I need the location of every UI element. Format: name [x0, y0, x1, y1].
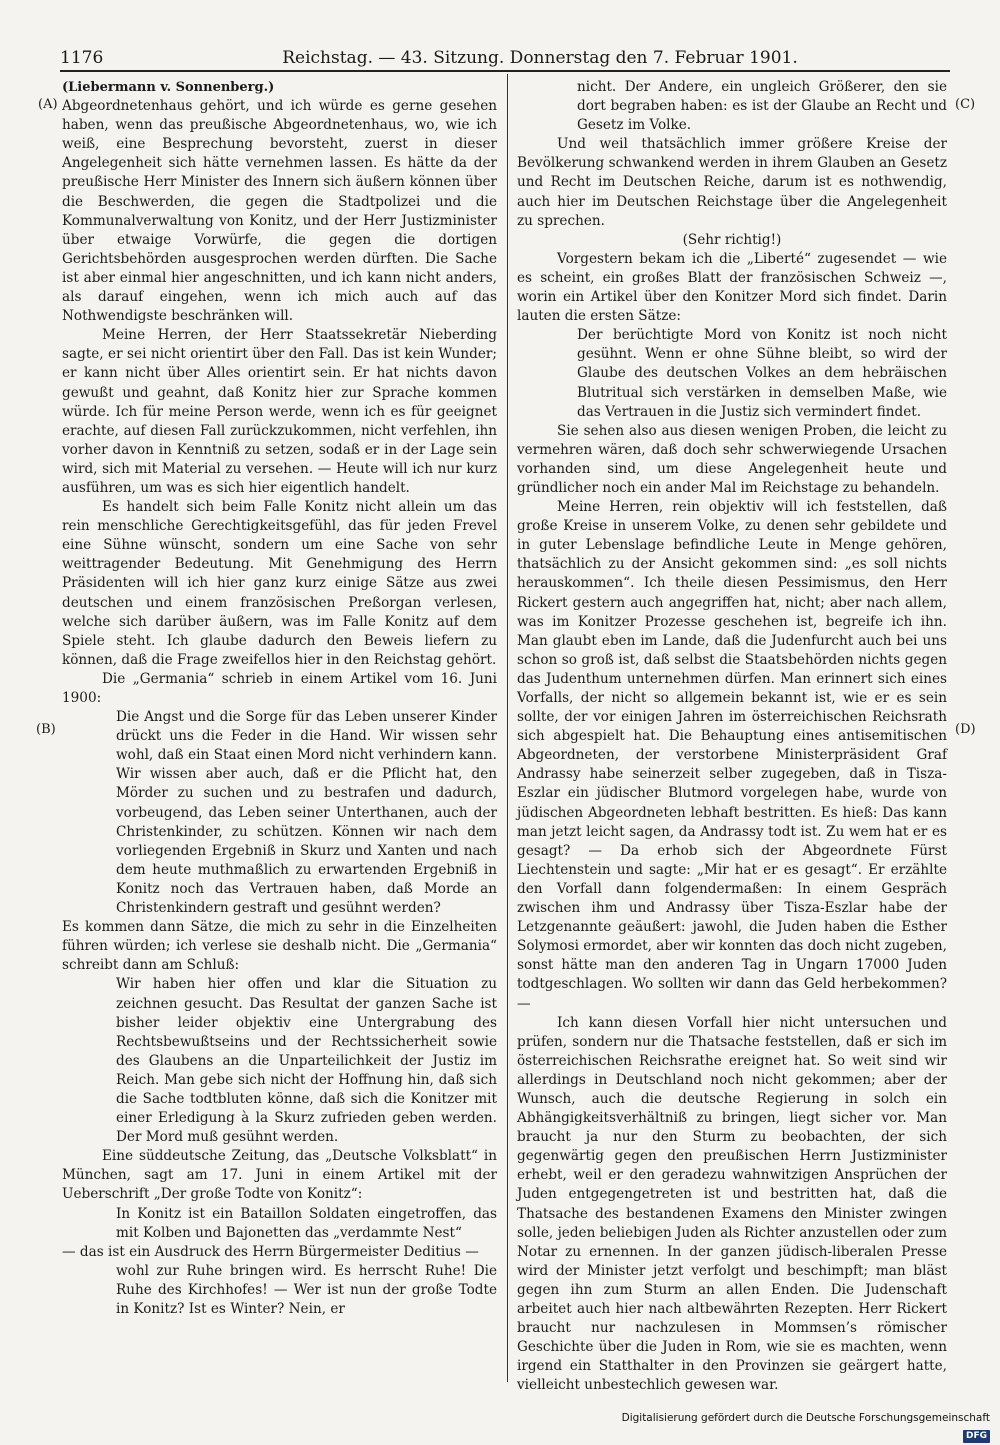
interjection: (Sehr richtig!)	[682, 231, 782, 248]
header-rule	[60, 70, 950, 72]
paragraph: Meine Herren, rein objektiv will ich feststellen, daß große Kreise in unserem Volke, zu denen sehr gebildete und in guter Lebenslage befindliche Leute in Menge gehören, thatsächlich zu der Ansicht gekommen sind: „es soll nichts herauskommen“. Ich theile diesen Pessimismus, den Herr Rickert gestern auch angegriffen hat, nicht; aber nach allem, was im Konitzer Prozesse geschehen ist, begreife ich ihn. Man glaubt eben im Lande, daß die Judenfurcht auch bei uns schon so groß ist, daß selbst die Staatsbehörden nichts gegen das Judenthum unternehmen dürfen. Man erinnert sich eines Vorfalls, der nicht so allgemein bekannt ist, wie er es sein sollte, der vor einigen Jahren im österreichischen Reichsrath sich abgespielt hat. Die Behauptung eines antisemitischen Abgeordneten, der verstorbene Ministerpräsident Graf Andrassy habe seinerzeit selber zugegeben, daß in Tisza-Eszlar ein jüdischer Blutmord vorgelegen habe, wurde von jüdischen Abgeordneten lebhaft bestritten. Es hieß: Das kann man jetzt leicht sagen, da Andrassy todt ist. Zu wem hat er es gesagt? — Da erhob sich der Abgeordnete Fürst Liechtenstein und sagte: „Mir hat er es gesagt“. Er erzählte den Vorfall dann folgendermaßen: In einem Gespräch zwischen ihm und Andrassy über Tisza-Eszlar habe der Letzgenannte geäußert: jawohl, die Juden haben die Esther Solymosi ermordet, aber wir konnten das doch nicht zugeben, sonst hätte man den anderen Tag in Ungarn 17000 Juden todtgeschlagen. Wo sollten wir dann das Geld herbekommen? —	[517, 499, 947, 1012]
quotation: wohl zur Ruhe bringen wird. Es herrscht Ruhe! Die Ruhe des Kirchhofes! — Wer ist nun der große Todte in Konitz? Ist es Winter? Nein, er	[116, 1262, 497, 1317]
credit-text: Digitalisierung gefördert durch die Deutsche Forschungsgemeinschaft	[621, 1412, 990, 1424]
quotation: Der berüchtigte Mord von Konitz ist noch nicht gesühnt. Wenn er ohne Sühne bleibt, so wird der Glaube des deutschen Volkes an dem hebräischen Blutritual sich verstärken in demselben Maße, wie das Vertrauen in die Justiz sich vermindert findet.	[577, 327, 947, 420]
speaker-name: (Liebermann v. Sonnenberg.)	[62, 80, 275, 95]
left-column	[62, 78, 497, 1319]
margin-mark-c: (C)	[955, 97, 976, 112]
running-title: Reichstag. — 43. Sitzung. Donnerstag den 7. Februar 1901.	[282, 48, 798, 68]
column-divider	[507, 74, 508, 1382]
paragraph: Die „Germania“ schrieb in einem Artikel vom 16. Juni 1900:	[62, 670, 497, 706]
quotation: nicht. Der Andere, ein ungleich Größerer, den sie dort begraben haben: es ist der Glaube an Recht und Gesetz im Volke.	[577, 79, 947, 134]
paragraph: Eine süddeutsche Zeitung, das „Deutsche Volksblatt“ in München, sagt am 17. Juni in einem Artikel mit der Ueberschrift „Der große Todte von Konitz“:	[62, 1148, 497, 1203]
paragraph: Es handelt sich beim Falle Konitz nicht allein um das rein menschliche Gerechtigkeitsgefühl, das für jeden Frevel eine Sühne wünscht, sondern um eine Sache von sehr weittragender Bedeutung. Mit Genehmigung des Herrn Präsidenten will ich hier ganz kurz einige Sätze aus zwei deutschen und einem französischen Preßorgan verlesen, welche sich darüber äußern, was im Falle Konitz auf dem Spiele steht. Ich glaube dadurch den Beweis liefern zu können, daß die Frage zweifellos hier in den Reichstag gehört.	[62, 499, 497, 668]
dfg-logo-icon: DFG	[963, 1430, 990, 1443]
quotation: Die Angst und die Sorge für das Leben unserer Kinder drückt uns die Feder in die Hand. Wir wissen sehr wohl, daß ein Staat einen Mord nicht verhindern kann. Wir wissen aber auch, daß er die Pflicht hat, den Mörder zu suchen und zu bestrafen und dadurch, vorbeugend, das Leben seiner Unterthanen, auch der Christenkinder, zu schützen. Können wir nach dem vorliegenden Ergebniß in Skurz und Xanten und nach dem heute muthmaßlich zu erwartenden Ergebniß in Konitz noch das Vertrauen haben, daß Morde an Christenkindern gestraft und gesühnt werden?	[116, 709, 497, 917]
paragraph: Und weil thatsächlich immer größere Kreise der Bevölkerung schwankend werden in ihrem Glauben an Gesetz und Recht im Deutschen Reiche, darum ist es nothwendig, auch hier im Deutschen Reichstage über die Angelegenheit zu sprechen.	[517, 136, 947, 229]
margin-mark-b: (B)	[36, 722, 56, 737]
page-number: 1176	[60, 48, 104, 68]
paragraph: Vorgestern bekam ich die „Liberté“ zugesendet — wie es scheint, ein großes Blatt der französischen Schweiz —, worin ein Artikel über den Konitzer Mord sich findet. Darin lauten die ersten Sätze:	[517, 250, 947, 325]
page-header	[60, 45, 950, 71]
margin-mark-d: (D)	[955, 722, 976, 737]
quotation: Wir haben hier offen und klar die Situation zu zeichnen gesucht. Das Resultat der ganzen Sache ist bisher leider objektiv eine Untergrabung des Rechtsbewußtseins und der Rechtssicherheit sowie des Glaubens an die Unparteilichkeit der Justiz im Reich. Man gebe sich nicht der Hoffnung hin, daß sich die Sache todtbluten könne, daß sich die Konitzer mit einer Erledigung à la Skurz zufrieden geben werden. Der Mord muß gesühnt werden.	[116, 976, 497, 1146]
paragraph: Sie sehen also aus diesen wenigen Proben, die leicht zu vermehren wären, daß doch sehr schwerwiegende Ursachen vorhanden sind, um diese Angelegenheit heute und gründlicher noch ein ander Mal im Reichstage zu behandeln.	[517, 422, 947, 496]
paragraph: Es kommen dann Sätze, die mich zu sehr in die Einzelheiten führen würden; ich verlese sie deshalb nicht. Die „Germania“ schreibt dann am Schluß:	[62, 919, 497, 974]
paragraph: — das ist ein Ausdruck des Herrn Bürgermeister Deditius —	[62, 1243, 479, 1260]
digitization-credit	[610, 1409, 990, 1441]
right-column	[517, 78, 947, 1395]
paragraph: Ich kann diesen Vorfall hier nicht untersuchen und prüfen, sondern nur die Thatsache feststellen, daß er sich im österreichischen Reichsrathe ereignet hat. So weit sind wir allerdings in Deutschland noch nicht gekommen; aber der Wunsch, auch die deutsche Regierung in solch ein Abhängigkeitsverhältniß zu bringen, liegt sicher vor. Man braucht ja nur den Sturm zu beobachten, der sich gegenwärtig gegen den preußischen Herrn Justizminister erhebt, weil er den geradezu wahnwitzigen Ansprüchen der Juden entgegengetreten ist und bestritten hat, daß die Thatsache des bestandenen Examens den Minister zwingen solle, jeden beliebigen Juden als Richter anzustellen oder zum Notar zu ernennen. In der ganzen jüdisch-liberalen Presse wird der Minister jetzt verfolgt und beschimpft; man bläst gegen ihn zum Sturm an allen Enden. Die Judenschaft arbeitet auch hier nach altbewährten Rezepten. Herr Rickert braucht nur nachzulesen in Mommsen’s römischer Geschichte über die Juden in Rom, wie sie es machten, wenn irgend ein Statthalter in den Provinzen sie geärgert hatte, vielleicht unbestechlich gewesen war.	[517, 1014, 947, 1394]
paragraph: Abgeordnetenhaus gehört, und ich würde es gerne gesehen haben, wenn das preußische Abgeordnetenhaus, wo, wie ich weiß, eine Besprechung bevorsteht, zuerst in dieser Angelegenheit sich hätte vernehmen lassen. Es hätte da der preußische Herr Minister des Innern sich äußern können über die Beschwerden, die gegen die Stadtpolizei und die Kommunalverwaltung von Konitz, und der Herr Justizminister über etwaige Vorwürfe, die gegen die dortigen Gerichtsbehörden ausgesprochen werden dürften. Die Sache ist aber einmal hier angeschnitten, und ich kann nicht anders, als darauf eingehen, wenn ich mich auch auf das Nothwendigste beschränken will.	[62, 98, 497, 325]
paragraph: Meine Herren, der Herr Staatssekretär Nieberding sagte, er sei nicht orientirt über den Fall. Das ist kein Wunder; er kann nicht über Alles orientirt sein. Er hat nichts davon gewußt und geahnt, daß Konitz hier zur Sprache kommen würde. Ich für meine Person werde, wenn ich es für geeignet erachte, auf diesen Fall zurückzukommen, nicht verfehlen, ihn vorher davon in Kenntniß zu setzen, sodaß er in der Lage sein wird, sich mit Material zu versehen. — Heute will ich nur kurz ausführen, um was es sich hier eigentlich handelt.	[62, 327, 497, 496]
margin-mark-a: (A)	[38, 97, 58, 112]
quotation: In Konitz ist ein Bataillon Soldaten eingetroffen, das mit Kolben und Bajonetten das „verdammte Nest“	[116, 1205, 497, 1241]
